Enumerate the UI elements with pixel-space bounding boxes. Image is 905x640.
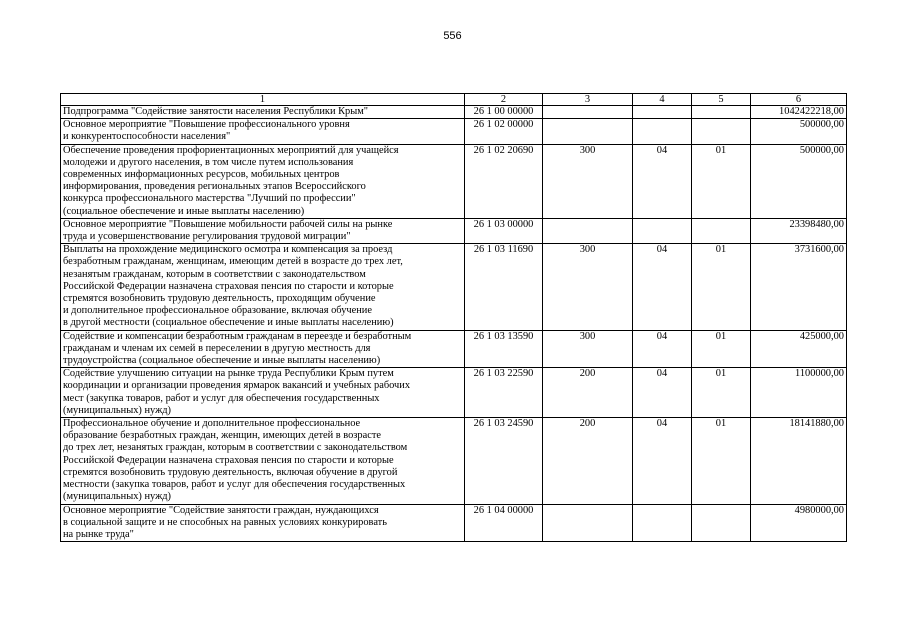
item-target-code: 26 1 03 00000 — [465, 218, 543, 243]
table-row — [61, 244, 847, 330]
item-subsection — [692, 504, 751, 542]
page-number: 556 — [443, 30, 462, 42]
item-target-code: 26 1 04 00000 — [465, 504, 543, 542]
item-name: Основное мероприятие "Повышение мобильности рабочей силы на рынке труда и усовершенствование регулирования трудовой миграции" — [61, 218, 465, 243]
item-amount: 1042422218,00 — [751, 106, 847, 119]
item-name: Обеспечение проведения профориентационных мероприятий для учащейся молодежи и другого населения, в том числе путем использования современных информационных ресурсов, мобильных центров информирования, проведения региональных этапов Всероссийского конкурса профессионального мастерства "Лучший по профессии" (социальное обеспечение и иные выплаты населению) — [61, 144, 465, 218]
item-section — [633, 504, 692, 542]
item-section: 04 — [633, 368, 692, 418]
item-subsection: 01 — [692, 330, 751, 368]
item-expense-type: 200 — [543, 418, 633, 504]
item-target-code: 26 1 03 22590 — [465, 368, 543, 418]
item-amount: 4980000,00 — [751, 504, 847, 542]
item-amount: 500000,00 — [751, 119, 847, 144]
table-row — [61, 218, 847, 243]
item-name: Подпрограмма "Содействие занятости населения Республики Крым" — [61, 106, 465, 119]
item-target-code: 26 1 03 24590 — [465, 418, 543, 504]
item-section: 04 — [633, 244, 692, 330]
item-expense-type — [543, 218, 633, 243]
budget-table — [60, 93, 847, 542]
header-col-6: 6 — [751, 94, 847, 106]
item-name: Основное мероприятие "Повышение профессионального уровня и конкурентоспособности населения" — [61, 119, 465, 144]
table-row — [61, 330, 847, 368]
item-target-code: 26 1 02 00000 — [465, 119, 543, 144]
item-name: Содействие улучшению ситуации на рынке труда Республики Крым путем координации и организации проведения ярмарок вакансий и учебных рабочих мест (закупка товаров, работ и услуг для обеспечения государственных (муниципальных) нужд) — [61, 368, 465, 418]
item-amount: 500000,00 — [751, 144, 847, 218]
item-expense-type: 300 — [543, 144, 633, 218]
header-col-2: 2 — [465, 94, 543, 106]
item-expense-type: 300 — [543, 244, 633, 330]
item-subsection: 01 — [692, 368, 751, 418]
header-col-5: 5 — [692, 94, 751, 106]
item-target-code: 26 1 02 20690 — [465, 144, 543, 218]
item-target-code: 26 1 03 11690 — [465, 244, 543, 330]
item-expense-type — [543, 119, 633, 144]
item-subsection: 01 — [692, 144, 751, 218]
item-target-code: 26 1 03 13590 — [465, 330, 543, 368]
item-name: Профессиональное обучение и дополнительное профессиональное образование безработных граждан, женщин, имеющих детей в возрасте до трех лет, незанятых граждан, которым в соответствии с законодательством Российской Федерации назначена страховая пенсия по старости и которые стремятся возобновить трудовую деятельность, включая обучение в другой местности (закупка товаров, работ и услуг для обеспечения государственных (муниципальных) нужд) — [61, 418, 465, 504]
item-expense-type — [543, 106, 633, 119]
item-section — [633, 106, 692, 119]
item-section — [633, 119, 692, 144]
item-name: Содействие и компенсации безработным гражданам в переезде и безработным гражданам и членам их семей в переселении в другую местность для трудоустройства (социальное обеспечение и иные выплаты населению) — [61, 330, 465, 368]
item-amount: 18141880,00 — [751, 418, 847, 504]
item-subsection — [692, 218, 751, 243]
table-row — [61, 144, 847, 218]
header-col-1: 1 — [61, 94, 465, 106]
table-row — [61, 504, 847, 542]
item-expense-type — [543, 504, 633, 542]
item-name: Основное мероприятие "Содействие занятости граждан, нуждающихся в социальной защите и не способных на равных условиях конкурировать на рынке труда" — [61, 504, 465, 542]
item-expense-type: 300 — [543, 330, 633, 368]
item-section: 04 — [633, 330, 692, 368]
item-name: Выплаты на прохождение медицинского осмотра и компенсация за проезд безработным гражданам, женщинам, имеющим детей в возрасте до трех лет, незанятым гражданам, которым в соответствии с законодательством Российской Федерации назначена страховая пенсия по старости и которые стремятся возобновить трудовую деятельность, проходящим обучение и дополнительное профессиональное образование, включая обучение в другой местности (социальное обеспечение и иные выплаты населению) — [61, 244, 465, 330]
header-col-3: 3 — [543, 94, 633, 106]
item-amount: 1100000,00 — [751, 368, 847, 418]
item-subsection — [692, 119, 751, 144]
table-row — [61, 418, 847, 504]
item-section: 04 — [633, 144, 692, 218]
item-section — [633, 218, 692, 243]
item-amount: 23398480,00 — [751, 218, 847, 243]
table-row — [61, 106, 847, 119]
header-row — [61, 94, 847, 106]
item-amount: 3731600,00 — [751, 244, 847, 330]
item-subsection: 01 — [692, 418, 751, 504]
item-expense-type: 200 — [543, 368, 633, 418]
item-subsection — [692, 106, 751, 119]
header-col-4: 4 — [633, 94, 692, 106]
item-amount: 425000,00 — [751, 330, 847, 368]
table-row — [61, 368, 847, 418]
table-row — [61, 119, 847, 144]
item-section: 04 — [633, 418, 692, 504]
item-subsection: 01 — [692, 244, 751, 330]
item-target-code: 26 1 00 00000 — [465, 106, 543, 119]
